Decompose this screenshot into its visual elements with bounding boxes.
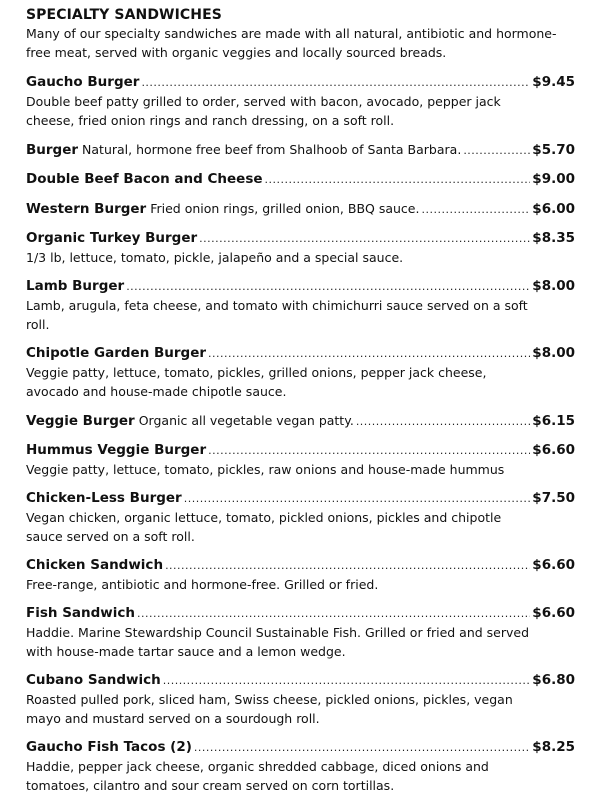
menu-item-name: Hummus Veggie Burger <box>26 442 207 458</box>
menu-item-name: Lamb Burger <box>26 278 125 294</box>
dot-leader <box>126 277 530 296</box>
dot-leader <box>165 556 530 575</box>
menu-item-line <box>26 277 575 296</box>
menu-item-line <box>26 140 575 160</box>
menu-item-name: Chipotle Garden Burger <box>26 345 207 361</box>
menu-item-name: Veggie Burger <box>26 413 135 429</box>
menu-item-line <box>26 556 575 575</box>
menu-item-name: Gaucho Fish Tacos (2) <box>26 739 192 755</box>
menu-item-price: $8.25 <box>532 739 575 755</box>
menu-item-price: $8.35 <box>532 230 575 246</box>
menu-item-name: Chicken Sandwich <box>26 557 164 573</box>
menu-item-price: $8.00 <box>532 345 575 361</box>
dot-leader <box>265 170 531 189</box>
menu-item-line <box>26 411 575 431</box>
menu-item-inline-description: Natural, hormone free beef from Shalhoob of Santa Barbara. <box>82 142 462 157</box>
menu-item-line <box>26 229 575 248</box>
menu-item-name: Organic Turkey Burger <box>26 230 198 246</box>
menu-item <box>26 556 575 594</box>
menu-item-line <box>26 489 575 508</box>
menu-item-line <box>26 344 575 363</box>
menu-item <box>26 604 575 661</box>
menu-item <box>26 411 575 431</box>
menu-item-line <box>26 441 575 460</box>
menu-item-price: $7.50 <box>532 490 575 506</box>
menu-item-price: $6.15 <box>532 413 575 429</box>
menu-item-price: $6.60 <box>532 605 575 621</box>
menu-item-description: Veggie patty, lettuce, tomato, pickles, grilled onions, pepper jack cheese, avocado and house-made chipotle sauce. <box>26 365 487 399</box>
menu-item-line <box>26 738 575 757</box>
menu-item-description: 1/3 lb, lettuce, tomato, pickle, jalapeño and a special sauce. <box>26 250 404 265</box>
menu-item-name: Western Burger <box>26 201 147 217</box>
dot-leader <box>208 441 530 460</box>
menu-item-inline-description: Organic all vegetable vegan patty. <box>138 413 354 428</box>
menu-item-name: Gaucho Burger <box>26 74 140 90</box>
menu-item-line <box>26 170 575 189</box>
dot-leader <box>194 738 530 757</box>
menu-item-name: Burger <box>26 142 79 158</box>
section-title: SPECIALTY SANDWICHES <box>26 7 222 23</box>
menu-item <box>26 344 575 401</box>
menu-item-price: $6.60 <box>532 557 575 573</box>
section-intro: Many of our specialty sandwiches are made with all natural, antibiotic and hormone-free meat, served with organic veggies and locally sourced breads. <box>26 26 557 60</box>
dot-leader <box>137 604 530 623</box>
menu-item-name: Double Beef Bacon and Cheese <box>26 171 263 187</box>
dot-leader <box>356 412 530 431</box>
menu-item <box>26 441 575 479</box>
menu-item-line <box>26 604 575 623</box>
dot-leader <box>141 73 530 92</box>
menu-item <box>26 73 575 130</box>
menu-item-description: Vegan chicken, organic lettuce, tomato, pickled onions, pickles and chipotle sauce served on a soft roll. <box>26 510 502 544</box>
menu-item-name: Fish Sandwich <box>26 605 136 621</box>
dot-leader <box>421 200 530 219</box>
menu-item-description: Free-range, antibiotic and hormone-free. Grilled or fried. <box>26 577 379 592</box>
menu-item-price: $8.00 <box>532 278 575 294</box>
menu-item-description: Lamb, arugula, feta cheese, and tomato with chimichurri sauce served on a soft roll. <box>26 298 528 332</box>
menu-item <box>26 277 575 334</box>
menu-item-name: Cubano Sandwich <box>26 672 161 688</box>
dot-leader <box>163 671 531 690</box>
menu-item <box>26 229 575 267</box>
menu-item-inline-description: Fried onion rings, grilled onion, BBQ sauce. <box>150 201 420 216</box>
menu-items-list <box>26 73 575 795</box>
menu-item-price: $5.70 <box>532 142 575 158</box>
menu-item <box>26 738 575 795</box>
menu-item-description: Double beef patty grilled to order, served with bacon, avocado, pepper jack cheese, fried onion rings and ranch dressing, on a soft roll. <box>26 94 501 128</box>
dot-leader <box>463 141 530 160</box>
menu-item <box>26 199 575 219</box>
menu-item-line <box>26 199 575 219</box>
menu-item-price: $6.00 <box>532 201 575 217</box>
menu-item <box>26 671 575 728</box>
menu-item-price: $6.60 <box>532 442 575 458</box>
menu-item-description: Roasted pulled pork, sliced ham, Swiss cheese, pickled onions, pickles, vegan mayo and mustard served on a sourdough roll. <box>26 692 513 726</box>
menu-item-line <box>26 671 575 690</box>
menu-item <box>26 140 575 160</box>
menu-item-line <box>26 73 575 92</box>
dot-leader <box>199 229 530 248</box>
menu-item-description: Veggie patty, lettuce, tomato, pickles, raw onions and house-made hummus <box>26 462 505 477</box>
dot-leader <box>208 344 530 363</box>
menu-item-description: Haddie. Marine Stewardship Council Sustainable Fish. Grilled or fried and served with house-made tartar sauce and a lemon wedge. <box>26 625 530 659</box>
menu-item-name: Chicken-Less Burger <box>26 490 182 506</box>
menu-item-description: Haddie, pepper jack cheese, organic shredded cabbage, diced onions and tomatoes, cilantro and sour cream served on corn tortillas. <box>26 759 489 793</box>
menu-item-price: $9.00 <box>532 171 575 187</box>
menu-item <box>26 170 575 189</box>
menu-item <box>26 489 575 546</box>
dot-leader <box>184 489 531 508</box>
menu-item-price: $6.80 <box>532 672 575 688</box>
menu-item-price: $9.45 <box>532 74 575 90</box>
